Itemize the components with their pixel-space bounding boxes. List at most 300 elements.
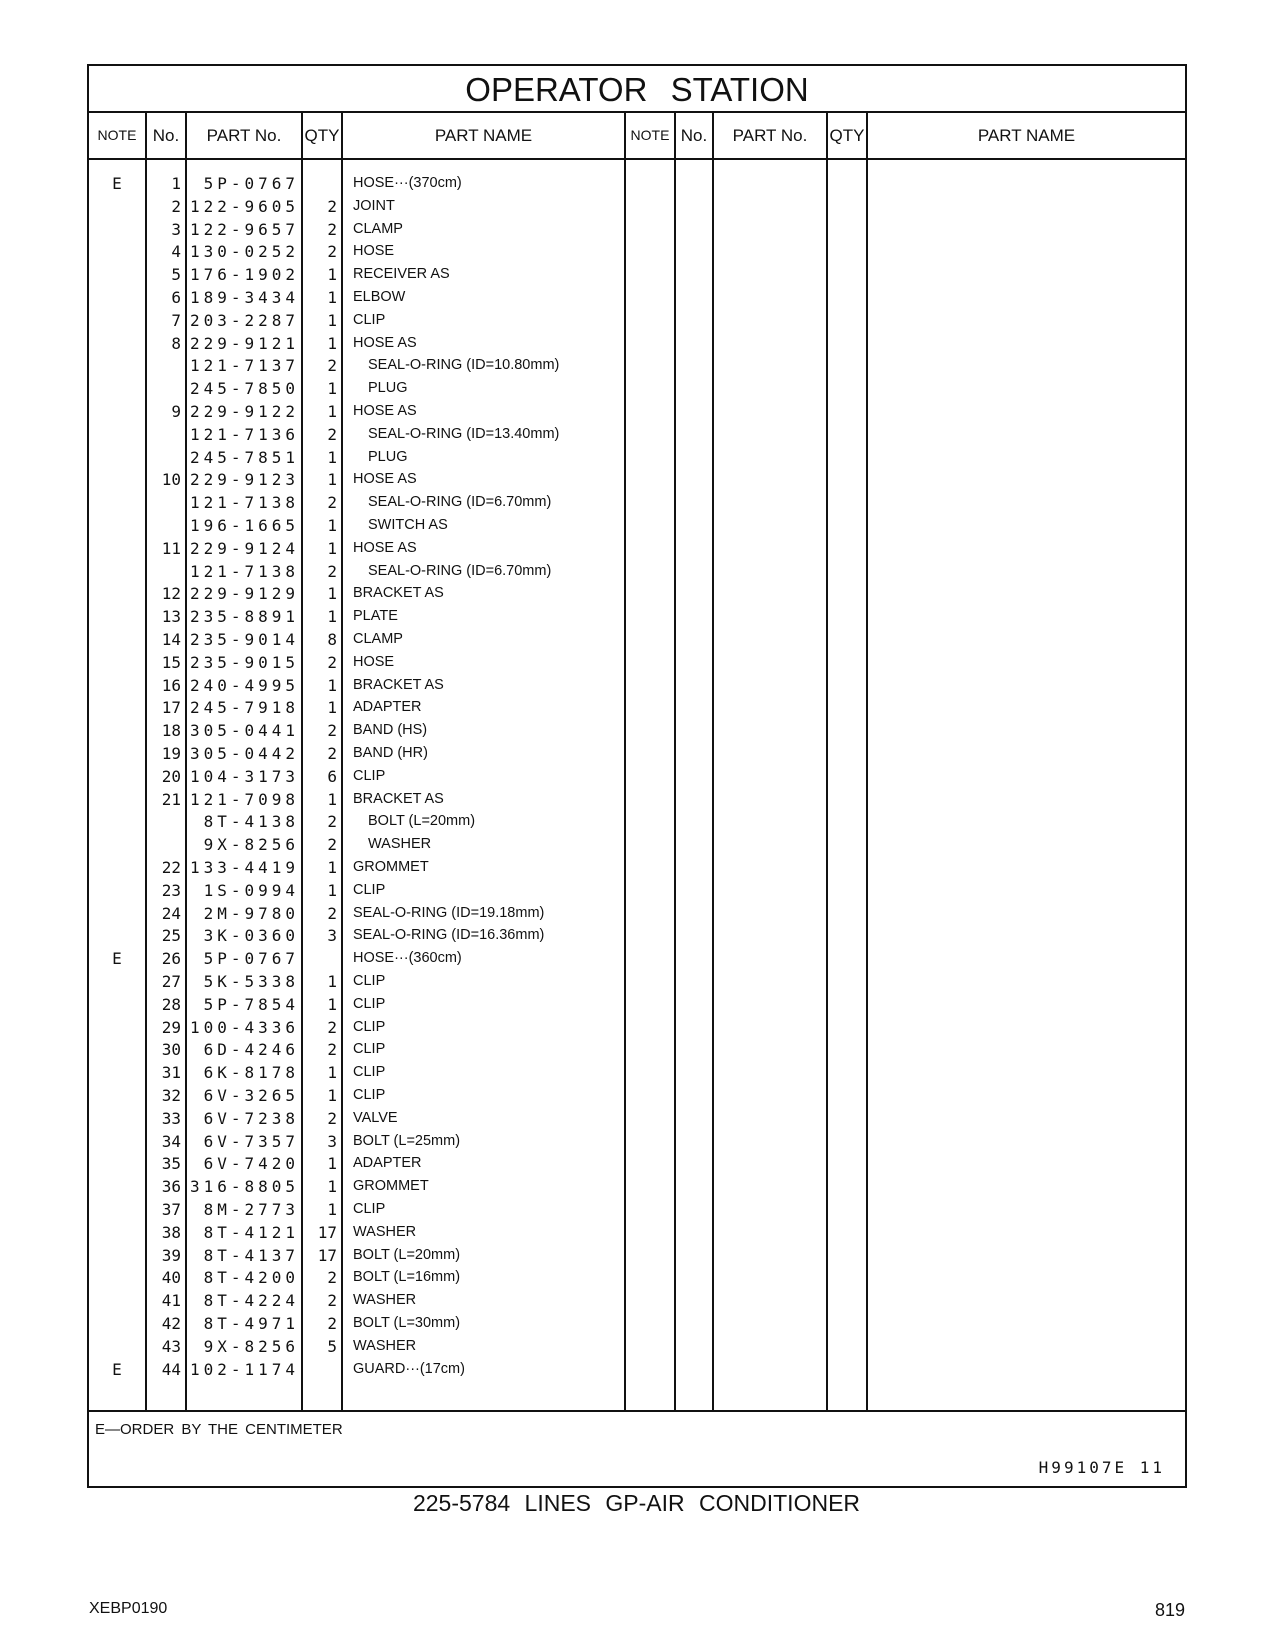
quantity-cell: 1	[327, 994, 337, 1014]
quantity-cell: 2	[327, 835, 337, 855]
part-name-cell: SWITCH AS	[368, 517, 448, 533]
note-cell	[89, 765, 145, 788]
item-number-cell: 37	[161, 1200, 181, 1219]
part-name-cell: BRACKET AS	[353, 585, 444, 602]
part-number-cell: 229-9121	[189, 333, 299, 353]
part-name-cell: BOLT (L=16mm)	[353, 1269, 461, 1286]
quantity-cell: 1	[327, 858, 337, 877]
quantity-cell: 1	[327, 675, 337, 695]
part-name-cell: WASHER	[368, 836, 432, 853]
item-number-cell: 28	[161, 994, 181, 1014]
quantity-cell: 2	[327, 561, 337, 581]
table-row	[89, 582, 1185, 605]
quantity-cell: 2	[327, 1314, 337, 1333]
note-cell	[89, 1061, 145, 1084]
part-name-cell: BRACKET AS	[353, 790, 444, 807]
part-name-cell: HOSE	[353, 653, 395, 670]
item-number-cell: 3	[171, 219, 181, 239]
part-number-cell: 240-4995	[189, 675, 299, 695]
header-part-no-left: PART No.	[187, 113, 303, 158]
note-cell	[89, 810, 145, 833]
part-number-cell: 245-7918	[189, 698, 299, 718]
header-part-name-left: PART NAME	[343, 113, 626, 158]
item-number-cell: 9	[171, 402, 181, 421]
table-header	[89, 113, 1185, 160]
part-number-cell: 121-7138	[189, 493, 299, 513]
item-number-cell	[147, 833, 181, 856]
note-cell	[89, 970, 145, 993]
table-row	[89, 696, 1185, 719]
item-number-cell: 38	[161, 1222, 181, 1242]
table-row	[89, 1198, 1185, 1221]
quantity-cell: 1	[327, 310, 337, 330]
note-cell	[89, 993, 145, 1016]
table-row	[89, 1107, 1185, 1130]
note-cell	[89, 1244, 145, 1267]
part-number-cell: 6V-3265	[203, 1086, 299, 1105]
quantity-cell: 1	[327, 880, 337, 900]
quantity-cell: 1	[327, 1154, 337, 1174]
table-row	[89, 537, 1185, 560]
part-name-cell: HOSE AS	[353, 471, 417, 488]
item-number-cell: 44	[161, 1359, 181, 1379]
quantity-cell: 1	[327, 584, 337, 604]
table-row	[89, 286, 1185, 309]
part-name-cell: WASHER	[353, 1337, 417, 1354]
note-cell: E	[112, 174, 122, 193]
item-number-cell	[147, 354, 181, 377]
part-name-cell: CLAMP	[353, 220, 403, 237]
part-name-cell: SEAL-O-RING (ID=16.36mm)	[353, 927, 545, 944]
table-row	[89, 1016, 1185, 1039]
table-row	[89, 1130, 1185, 1153]
part-number-cell: 235-9015	[189, 652, 299, 672]
item-number-cell: 17	[161, 698, 181, 718]
item-number-cell: 40	[161, 1268, 181, 1288]
part-name-cell: CLIP	[353, 311, 386, 328]
part-name-cell: CLIP	[353, 995, 386, 1012]
part-name-cell: BOLT (L=20mm)	[353, 1246, 461, 1263]
part-number-cell: 8T-4971	[203, 1314, 299, 1333]
table-row	[89, 788, 1185, 811]
part-number-cell: 9X-8256	[203, 835, 299, 855]
item-number-cell: 26	[161, 949, 181, 969]
header-qty-right: QTY	[828, 113, 868, 158]
item-number-cell: 1	[171, 174, 181, 193]
part-name-cell: BOLT (L=30mm)	[353, 1315, 461, 1331]
item-number-cell	[147, 514, 181, 537]
item-number-cell: 35	[161, 1154, 181, 1174]
note-cell	[89, 286, 145, 309]
quantity-cell: 2	[327, 1268, 337, 1288]
part-number-cell: 305-0442	[189, 744, 299, 763]
quantity-cell: 1	[327, 516, 337, 535]
note-cell	[89, 1130, 145, 1153]
table-row	[89, 1038, 1185, 1061]
part-name-cell: GUARD···(17cm)	[353, 1360, 465, 1377]
note-cell	[89, 491, 145, 514]
table-row	[89, 491, 1185, 514]
note-cell	[89, 537, 145, 560]
table-row	[89, 354, 1185, 377]
part-number-cell: 6V-7238	[203, 1108, 299, 1128]
item-number-cell: 11	[161, 538, 181, 558]
header-no-left: No.	[147, 113, 187, 158]
table-row	[89, 1289, 1185, 1312]
note-cell	[89, 1107, 145, 1130]
item-number-cell: 41	[161, 1291, 181, 1311]
quantity-cell: 1	[327, 447, 337, 467]
note-cell: E	[112, 949, 122, 969]
part-number-cell: 104-3173	[189, 766, 299, 786]
part-name-cell: SEAL-O-RING (ID=19.18mm)	[353, 904, 545, 921]
quantity-cell: 2	[327, 219, 337, 239]
note-cell	[89, 332, 145, 355]
item-number-cell: 21	[161, 789, 181, 809]
note-cell	[89, 377, 145, 400]
note-cell	[89, 1084, 145, 1107]
part-number-cell: 235-8891	[189, 607, 299, 627]
quantity-cell: 1	[327, 402, 337, 421]
part-number-cell: 2M-9780	[203, 903, 299, 923]
item-number-cell: 20	[161, 766, 181, 786]
part-name-cell: JOINT	[353, 197, 395, 214]
table-row	[89, 263, 1185, 286]
part-name-cell: BOLT (L=25mm)	[353, 1132, 461, 1149]
item-number-cell: 16	[161, 675, 181, 695]
quantity-cell: 1	[327, 265, 337, 285]
part-number-cell: 8T-4138	[203, 812, 299, 832]
part-number-cell: 5P-7854	[203, 994, 299, 1014]
part-name-cell: GROMMET	[353, 859, 429, 875]
quantity-cell: 1	[327, 1200, 337, 1219]
quantity-cell: 1	[327, 470, 337, 490]
table-row	[89, 560, 1185, 583]
item-number-cell	[147, 810, 181, 833]
header-note-left: NOTE	[89, 113, 147, 158]
quantity-cell: 2	[327, 1040, 337, 1060]
note-cell	[89, 218, 145, 241]
note-cell	[89, 1038, 145, 1061]
item-number-cell: 42	[161, 1314, 181, 1333]
part-name-cell: CLIP	[353, 1201, 386, 1217]
part-number-cell: 176-1902	[189, 265, 299, 285]
quantity-cell: 1	[327, 972, 337, 991]
part-name-cell: BAND (HS)	[353, 722, 428, 739]
part-number-cell: 121-7098	[189, 789, 299, 809]
part-number-cell: 316-8805	[189, 1177, 299, 1197]
table-row	[89, 1335, 1185, 1358]
table-row	[89, 218, 1185, 241]
note-cell	[89, 309, 145, 332]
table-row	[89, 514, 1185, 537]
part-number-cell: 245-7851	[189, 447, 299, 467]
table-row	[89, 1152, 1185, 1175]
part-number-cell: 196-1665	[189, 516, 299, 535]
item-number-cell: 32	[161, 1086, 181, 1105]
quantity-cell: 1	[327, 538, 337, 558]
note-cell	[89, 514, 145, 537]
quantity-cell: 1	[327, 333, 337, 353]
quantity-cell: 2	[327, 493, 337, 513]
header-no-right: No.	[676, 113, 714, 158]
part-name-cell: VALVE	[353, 1109, 398, 1126]
quantity-cell	[303, 1358, 337, 1381]
part-number-cell: 229-9124	[189, 538, 299, 558]
table-row	[89, 719, 1185, 742]
part-number-cell: 121-7137	[189, 356, 299, 376]
note-cell	[89, 468, 145, 491]
table-row	[89, 833, 1185, 856]
quantity-cell: 1	[327, 1063, 337, 1083]
item-number-cell: 33	[161, 1108, 181, 1128]
item-number-cell: 25	[161, 926, 181, 946]
item-number-cell: 23	[161, 880, 181, 900]
part-number-cell: 102-1174	[189, 1359, 299, 1379]
part-name-cell: CLIP	[353, 1041, 386, 1058]
table-row	[89, 651, 1185, 674]
part-number-cell: 8T-4121	[203, 1222, 299, 1242]
part-name-cell: CLIP	[353, 1064, 386, 1081]
table-row	[89, 1061, 1185, 1084]
part-name-cell: HOSE AS	[353, 334, 417, 351]
note-cell	[89, 263, 145, 286]
table-row	[89, 446, 1185, 469]
item-number-cell: 27	[161, 972, 181, 991]
quantity-cell: 17	[317, 1245, 337, 1265]
part-name-cell: CLIP	[353, 1087, 386, 1103]
quantity-cell: 2	[327, 1108, 337, 1128]
part-number-cell: 5P-0767	[203, 174, 299, 193]
part-name-cell: HOSE AS	[353, 403, 417, 419]
part-number-cell: 122-9605	[189, 196, 299, 216]
note-cell	[89, 924, 145, 947]
part-name-cell: BAND (HR)	[353, 745, 428, 761]
note-cell	[89, 423, 145, 446]
quantity-cell: 2	[327, 242, 337, 262]
part-name-cell: ADAPTER	[353, 699, 422, 716]
item-number-cell: 39	[161, 1245, 181, 1265]
table-row	[89, 856, 1185, 879]
parts-table-frame	[87, 64, 1187, 1488]
part-number-cell: 189-3434	[189, 288, 299, 307]
quantity-cell: 8	[327, 630, 337, 649]
note-cell	[89, 674, 145, 697]
quantity-cell: 1	[327, 789, 337, 809]
part-name-cell: CLAMP	[353, 631, 403, 647]
item-number-cell	[147, 446, 181, 469]
item-number-cell: 15	[161, 652, 181, 672]
quantity-cell: 2	[327, 812, 337, 832]
item-number-cell: 10	[161, 470, 181, 490]
part-number-cell: 5K-5338	[203, 972, 299, 991]
part-name-cell: RECEIVER AS	[353, 266, 450, 283]
table-row	[89, 468, 1185, 491]
part-name-cell: WASHER	[353, 1223, 417, 1240]
part-number-cell: 8T-4224	[203, 1291, 299, 1311]
note-cell	[89, 879, 145, 902]
note-cell	[89, 696, 145, 719]
quantity-cell: 1	[327, 1086, 337, 1105]
item-number-cell	[147, 560, 181, 583]
item-number-cell: 19	[161, 744, 181, 763]
note-cell	[89, 719, 145, 742]
quantity-cell: 3	[327, 1131, 337, 1151]
table-row	[89, 970, 1185, 993]
part-number-cell: 6K-8178	[203, 1063, 299, 1083]
part-name-cell: HOSE···(360cm)	[353, 950, 462, 967]
part-name-cell: HOSE	[353, 243, 395, 260]
part-number-cell: 121-7136	[189, 424, 299, 444]
quantity-cell: 1	[327, 288, 337, 307]
quantity-cell: 2	[327, 903, 337, 923]
quantity-cell: 2	[327, 1291, 337, 1311]
table-row	[89, 993, 1185, 1016]
quantity-cell: 5	[327, 1336, 337, 1356]
part-name-cell: PLATE	[353, 608, 398, 625]
quantity-cell: 1	[327, 1177, 337, 1197]
table-row	[89, 195, 1185, 218]
item-number-cell: 7	[171, 310, 181, 330]
note-cell	[89, 560, 145, 583]
part-number-cell: 8M-2773	[203, 1200, 299, 1219]
note-cell	[89, 1312, 145, 1335]
header-note-right: NOTE	[626, 113, 676, 158]
part-name-cell: CLIP	[353, 1018, 386, 1035]
part-name-cell: PLUG	[368, 380, 408, 397]
part-name-cell: CLIP	[353, 881, 386, 898]
item-number-cell	[147, 423, 181, 446]
table-row	[89, 1221, 1185, 1244]
quantity-cell	[303, 172, 337, 195]
quantity-cell: 1	[327, 379, 337, 399]
item-number-cell: 18	[161, 721, 181, 741]
note-cell	[89, 195, 145, 218]
note-cell	[89, 856, 145, 879]
part-name-cell: GROMMET	[353, 1178, 429, 1195]
item-number-cell: 13	[161, 607, 181, 627]
part-number-cell: 8T-4137	[203, 1245, 299, 1265]
part-number-cell: 203-2287	[189, 310, 299, 330]
note-cell	[89, 742, 145, 765]
part-name-cell: BOLT (L=20mm)	[368, 813, 476, 830]
note-cell	[89, 651, 145, 674]
note-cell	[89, 902, 145, 925]
part-name-cell: HOSE AS	[353, 539, 417, 556]
group-subtitle: 225-5784 LINES GP-AIR CONDITIONER	[412, 1490, 861, 1516]
table-row	[89, 309, 1185, 332]
item-number-cell: 30	[161, 1040, 181, 1060]
table-row	[89, 674, 1185, 697]
note-cell	[89, 1175, 145, 1198]
part-number-cell: 100-4336	[189, 1017, 299, 1037]
header-part-name-right: PART NAME	[977, 126, 1076, 145]
part-name-cell: SEAL-O-RING (ID=6.70mm)	[368, 494, 552, 511]
part-name-cell: PLUG	[368, 448, 408, 465]
table-row	[89, 810, 1185, 833]
table-row	[89, 332, 1185, 355]
table-row	[89, 400, 1185, 423]
quantity-cell: 2	[327, 424, 337, 444]
quantity-cell: 1	[327, 698, 337, 718]
part-number-cell: 6V-7420	[203, 1154, 299, 1174]
note-cell	[89, 1221, 145, 1244]
table-row	[89, 924, 1185, 947]
note-cell	[89, 788, 145, 811]
item-number-cell: 12	[161, 584, 181, 604]
quantity-cell: 2	[327, 744, 337, 763]
part-name-cell: CLIP	[353, 973, 386, 989]
note-cell	[89, 1152, 145, 1175]
table-row	[89, 879, 1185, 902]
item-number-cell: 2	[171, 196, 181, 216]
document-id: XEBP0190	[89, 1600, 168, 1617]
item-number-cell: 29	[161, 1017, 181, 1037]
note-cell	[89, 628, 145, 651]
item-number-cell	[147, 377, 181, 400]
part-number-cell: 229-9122	[189, 402, 299, 421]
table-row	[89, 628, 1185, 651]
quantity-cell: 2	[327, 356, 337, 376]
part-name-cell: SEAL-O-RING (ID=13.40mm)	[368, 425, 560, 442]
item-number-cell: 36	[161, 1177, 181, 1197]
item-number-cell: 14	[161, 630, 181, 649]
item-number-cell: 24	[161, 903, 181, 923]
note-cell	[89, 1289, 145, 1312]
table-row	[89, 947, 1185, 970]
part-name-cell: BRACKET AS	[353, 676, 444, 693]
note-cell: E	[112, 1359, 122, 1379]
note-cell	[89, 833, 145, 856]
header-qty-left: QTY	[303, 113, 343, 158]
item-number-cell: 22	[161, 858, 181, 877]
table-row	[89, 1084, 1185, 1107]
item-number-cell: 4	[171, 242, 181, 262]
note-cell	[89, 605, 145, 628]
item-number-cell: 34	[161, 1131, 181, 1151]
quantity-cell: 17	[317, 1222, 337, 1242]
note-cell	[89, 446, 145, 469]
table-row	[89, 1266, 1185, 1289]
table-row	[89, 742, 1185, 765]
part-number-cell: 245-7850	[189, 379, 299, 399]
note-cell	[89, 582, 145, 605]
part-number-cell: 6V-7357	[203, 1131, 299, 1151]
part-number-cell: 229-9123	[189, 470, 299, 490]
part-number-cell: 122-9657	[189, 219, 299, 239]
page-title: OPERATOR STATION	[89, 66, 1185, 113]
note-cell	[89, 1198, 145, 1221]
note-cell	[89, 1266, 145, 1289]
part-name-cell: SEAL-O-RING (ID=6.70mm)	[368, 562, 552, 579]
part-name-cell: SEAL-O-RING (ID=10.80mm)	[368, 357, 560, 374]
quantity-cell: 2	[327, 652, 337, 672]
part-number-cell: 8T-4200	[203, 1268, 299, 1288]
quantity-cell: 6	[327, 766, 337, 786]
table-row	[89, 1244, 1185, 1267]
footnote: E—ORDER BY THE CENTIMETER	[95, 1421, 343, 1438]
part-number-cell: 3K-0360	[203, 926, 299, 946]
part-number-cell: 305-0441	[189, 721, 299, 741]
quantity-cell: 1	[327, 607, 337, 627]
part-name-cell: HOSE···(370cm)	[353, 175, 462, 191]
quantity-cell: 2	[327, 1017, 337, 1037]
quantity-cell: 2	[327, 721, 337, 741]
page-number: 819	[1154, 1600, 1185, 1620]
note-cell	[89, 240, 145, 263]
note-cell	[89, 1016, 145, 1039]
part-number-cell: 235-9014	[189, 630, 299, 649]
